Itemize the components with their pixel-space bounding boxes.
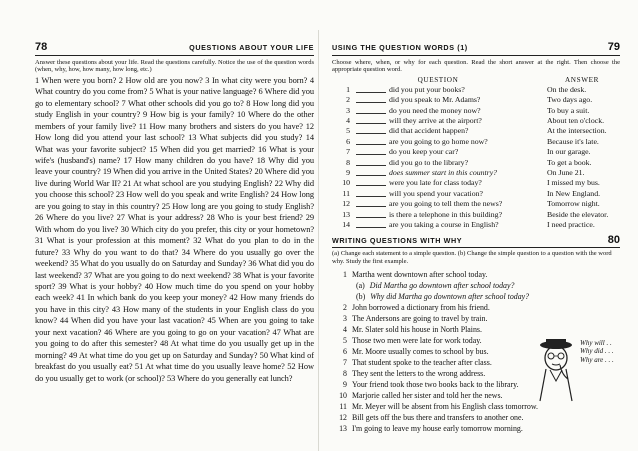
right-page	[318, 0, 638, 451]
why-item-text: Mr. Meyer will be absent from his English class tomorrow.	[352, 402, 538, 412]
qa-question: were you late for class today?	[389, 178, 482, 188]
why-exercise-list	[332, 269, 620, 434]
questions-paragraph: 1 When were you born? 2 How old are you now? 3 In what city were you born? 4 What country do you come from? 5 What is your native language? 6 Where did you go to elementary school? 7 What other schools did you go to? 8 How long did you study English in your country? 9 How big is your family? 10 Where do the other members of your family live? 11 How many brothers and sisters do you have? 12 How long did you attend your last school? 13 What subjects did you study? 14 What was your favorite subject? 15 When did you get married? 16 What is your wife's (husband's) name? 17 How many children do you have? 18 Why did you leave your country? 19 When did you arrive in the United States? 20 Where did you live during World War II? 21 At what school are you studying English? 22 Why did you choose this school? 23 How well do you speak and write English? 24 How long are you going to stay in this country? 25 How long are you going to study English? 26 Where do you live? 27 What is your address? 28 Who is your best friend? 29 With whom do you live? 30 Which city do you prefer, this city or your hometown? 31 What is your profession at this moment? 32 What do you plan to do in the future? 33 Why do you want to do that? 34 Where do you usually go over the weekend? 35 What do you usually do on Saturday and Sunday? 36 What did you do last weekend? 37 What are you going to do next weekend? 38 What is your favorite sport? 39 What is your hobby? 40 How much time do you spend on your hobby each week? 41 In which bank do you keep your money? 42 How many friends do you have in this city? 43 How many of the students in your English class do you know? 44 When did you have your last vacation? 45 When are you going to take your next vacation? 46 Where are you going to go on your vacation? 47 What are you going to do after this semester? 48 At what time do you usually get up in the morning? 49 At what time do you get up on Saturday and Sunday? 50 What kind of breakfast do you usually eat? 51 At what time do you usually leave home? 52 How do you usually get to work (or school)? 53 Where do you generally eat lunch?	[35, 75, 314, 383]
why-item-number: 7	[343, 358, 347, 368]
answer-blank[interactable]	[356, 116, 386, 124]
qa-row	[332, 126, 620, 136]
why-speech-line: Why will . .	[580, 339, 612, 348]
why-item-number: 9	[343, 380, 347, 390]
qa-row	[332, 95, 620, 105]
qa-row	[332, 158, 620, 168]
why-section-title: WRITING QUESTIONS WITH WHY	[332, 236, 463, 246]
qa-list	[332, 85, 620, 230]
answer-column-header: ANSWER	[565, 75, 599, 84]
why-item-number: 3	[343, 314, 347, 324]
why-exercise-item	[332, 412, 620, 423]
answer-blank[interactable]	[356, 158, 386, 166]
qa-row-number: 13	[342, 209, 350, 219]
qa-question: did you speak to Mr. Adams?	[389, 95, 481, 105]
why-item-text: The Andersons are going to travel by train.	[352, 314, 488, 324]
example-answer-b	[332, 291, 620, 302]
qa-answer: About ten o'clock.	[547, 115, 605, 125]
why-item-number: 10	[339, 391, 347, 401]
qa-row-number: 14	[342, 219, 350, 229]
qa-answer: On the desk.	[547, 84, 587, 94]
left-questions-text	[35, 75, 314, 384]
why-item-number: 1	[343, 270, 347, 280]
qa-row-number: 4	[346, 115, 350, 125]
qa-answer: Beside the elevator.	[547, 209, 609, 219]
qa-question: did that accident happen?	[389, 126, 469, 136]
qa-row	[332, 116, 620, 126]
answer-blank[interactable]	[356, 168, 386, 176]
left-instructions: Answer these questions about your life. Read the questions carefully. Notice the use of the question words (when, why, how, how many, how long, etc.)	[35, 59, 314, 74]
why-item-number: 11	[339, 402, 347, 412]
why-section-instructions: (a) Change each statement to a simple question. (b) Change the simple question to a question with the word why. Study the first example.	[332, 250, 612, 265]
answer-blank[interactable]	[356, 85, 386, 93]
qa-question: are you going to go home now?	[389, 136, 488, 146]
why-exercise-item	[332, 324, 620, 335]
qa-row	[332, 137, 620, 147]
thinking-man-icon	[532, 339, 582, 403]
why-item-number: 13	[339, 424, 347, 434]
qa-column-headers	[332, 76, 620, 85]
qa-row-number: 7	[346, 147, 350, 157]
qa-row	[332, 189, 620, 199]
qa-row	[332, 210, 620, 220]
qa-answer: Because it's late.	[547, 136, 599, 146]
qa-row-number: 12	[342, 199, 350, 209]
why-exercise-item	[332, 269, 620, 280]
qa-row-number: 2	[346, 95, 350, 105]
qa-question: do you need the money now?	[389, 105, 481, 115]
left-page-number: 78	[35, 41, 48, 53]
qa-answer: To get a book.	[547, 157, 592, 167]
qa-row	[332, 220, 620, 230]
example-a-text: Did Martha go downtown after school today?	[369, 281, 515, 291]
why-item-text: Mr. Slater sold his house in North Plains.	[352, 325, 482, 335]
qa-row-number: 8	[346, 157, 350, 167]
qa-question: do you keep your car?	[389, 147, 459, 157]
why-section-header	[332, 234, 620, 248]
qa-answer: In New England.	[547, 188, 601, 198]
why-item-text: Bill gets off the bus there and transfers to another one.	[352, 413, 524, 423]
qa-question: is there a telephone in this building?	[389, 209, 503, 219]
why-item-text: That student spoke to the teacher after class.	[352, 358, 492, 368]
qa-row	[332, 85, 620, 95]
why-item-text: Mr. Moore usually comes to school by bus.	[352, 347, 489, 357]
left-page-header	[35, 41, 314, 56]
why-speech-line: Why did . . .	[580, 347, 614, 356]
qa-answer: Tomorrow night.	[547, 199, 600, 209]
qa-row-number: 10	[342, 178, 350, 188]
qa-row-number: 5	[346, 126, 350, 136]
why-item-text: They sent the letters to the wrong address.	[352, 369, 486, 379]
qa-question: did you put your books?	[389, 84, 465, 94]
qa-question: will they arrive at the airport?	[389, 115, 482, 125]
why-speech-line: Why are . . .	[580, 355, 614, 364]
why-item-text: Your friend took those two books back to the library.	[352, 380, 519, 390]
answer-blank[interactable]	[356, 147, 386, 155]
right-page-header	[332, 41, 620, 56]
right-page-number: 79	[607, 41, 620, 53]
right-instructions: Choose where, when, or why for each question. Read the short answer at the right. Then choose the appropriate question word.	[332, 59, 620, 74]
qa-row-number: 9	[346, 167, 350, 177]
answer-blank[interactable]	[356, 126, 386, 134]
qa-row-number: 6	[346, 136, 350, 146]
qa-answer: On June 21.	[547, 167, 585, 177]
why-item-text: John borrowed a dictionary from his friend.	[352, 303, 490, 313]
example-answer-a	[332, 280, 620, 291]
right-page-title: USING THE QUESTION WORDS (1)	[332, 43, 468, 52]
qa-answer: To buy a suit.	[547, 105, 590, 115]
answer-blank[interactable]	[356, 178, 386, 186]
why-item-number: 12	[339, 413, 347, 423]
qa-question: are you going to tell them the news?	[389, 199, 503, 209]
why-item-text: Those two men were late for work today.	[352, 336, 482, 346]
question-column-header: QUESTION	[417, 75, 459, 84]
thinking-man-cartoon	[532, 339, 618, 403]
qa-row	[332, 168, 620, 178]
qa-answer: I need practice.	[547, 219, 595, 229]
qa-row-number: 1	[346, 84, 350, 94]
qa-answer: Two days ago.	[547, 95, 593, 105]
qa-answer: In our garage.	[547, 147, 591, 157]
qa-row	[332, 147, 620, 157]
qa-row-number: 3	[346, 105, 350, 115]
answer-blank[interactable]	[356, 106, 386, 114]
qa-question: did you go to the library?	[389, 157, 469, 167]
qa-row	[332, 106, 620, 116]
qa-question: will you spend your vacation?	[389, 188, 483, 198]
qa-answer: At the intersection.	[547, 126, 607, 136]
qa-question: does summer start in this country?	[389, 167, 498, 177]
why-item-text: Martha went downtown after school today.	[352, 270, 488, 280]
left-page	[0, 0, 318, 451]
why-item-number: 6	[343, 347, 347, 357]
why-section	[332, 234, 620, 434]
example-b-text: Why did Martha go downtown after school today?	[370, 292, 530, 302]
answer-blank[interactable]	[356, 210, 386, 218]
why-item-number: 4	[343, 325, 347, 335]
why-item-number: 5	[343, 336, 347, 346]
example-a-label: (a)	[356, 281, 365, 291]
answer-blank[interactable]	[356, 95, 386, 103]
why-exercise-item	[332, 423, 620, 434]
qa-question: are you taking a course in English?	[389, 219, 499, 229]
why-section-number: 80	[607, 234, 620, 247]
why-exercise-item	[332, 313, 620, 324]
qa-row-number: 11	[342, 188, 350, 198]
why-item-text: I'm going to leave my house early tomorrow morning.	[352, 424, 523, 434]
qa-row	[332, 178, 620, 188]
why-exercise-item	[332, 302, 620, 313]
qa-answer: I missed my bus.	[547, 178, 600, 188]
why-speech-lines	[580, 339, 618, 364]
answer-blank[interactable]	[356, 220, 386, 228]
why-item-number: 8	[343, 369, 347, 379]
why-item-text: Marjorie called her sister and told her the news.	[352, 391, 503, 401]
qa-row	[332, 199, 620, 209]
left-page-title: QUESTIONS ABOUT YOUR LIFE	[189, 43, 314, 52]
answer-blank[interactable]	[356, 189, 386, 197]
why-item-number: 2	[343, 303, 347, 313]
example-b-label: (b)	[356, 292, 366, 302]
answer-blank[interactable]	[356, 137, 386, 145]
answer-blank[interactable]	[356, 199, 386, 207]
